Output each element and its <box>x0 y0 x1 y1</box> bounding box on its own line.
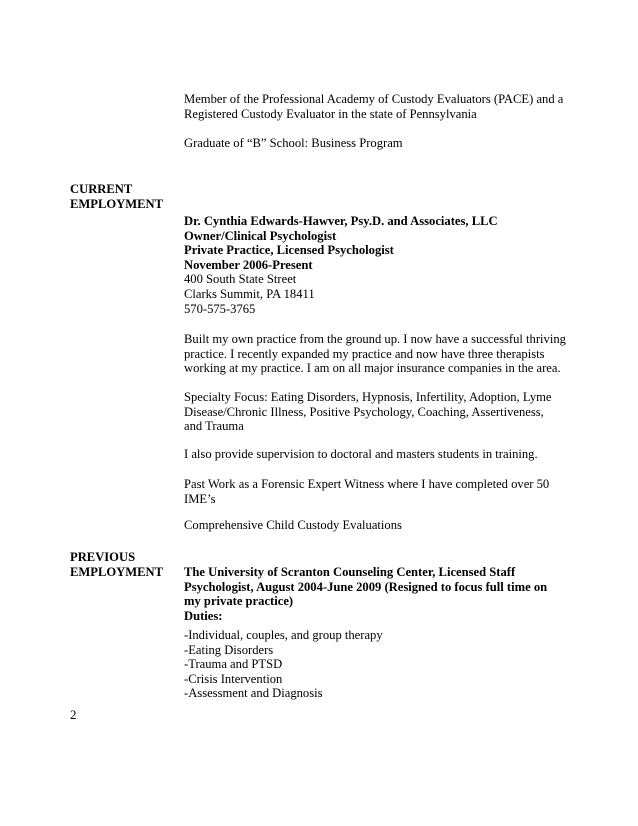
practice-paragraph <box>184 332 574 376</box>
graduate-note <box>184 136 574 151</box>
current-heading-line-1: CURRENT <box>70 182 133 196</box>
practice-line-2: practice. I recently expanded my practice and now have three therapists <box>184 346 545 361</box>
specialty-paragraph <box>184 390 574 434</box>
forensic-paragraph <box>184 477 574 506</box>
practice-line-1: Built my own practice from the ground up. I now have a successful thriving <box>184 332 566 346</box>
graduate-line: Graduate of “B” School: Business Program <box>184 136 403 150</box>
previous-title-line-1: The University of Scranton Counseling Center, Licensed Staff <box>184 565 516 579</box>
forensic-line-2: IME’s <box>184 491 216 506</box>
previous-heading-line-2: EMPLOYMENT <box>70 565 164 579</box>
custody-paragraph <box>184 518 574 533</box>
current-heading-line-2: EMPLOYMENT <box>70 197 164 211</box>
pace-membership <box>184 92 574 121</box>
previous-title-line-2: Psychologist, August 2004-June 2009 (Resigned to focus full time on <box>184 579 548 594</box>
current-employment-heading <box>70 182 163 212</box>
current-address-1: 400 South State Street <box>184 272 297 287</box>
forensic-line-1: Past Work as a Forensic Expert Witness where I have completed over 50 <box>184 477 550 491</box>
practice-line-3: working at my practice. I am on all major insurance companies in the area. <box>184 361 561 376</box>
page-number: 2 <box>70 707 77 722</box>
duties-list <box>184 628 574 701</box>
duty-item: -Crisis Intervention <box>184 671 283 686</box>
focus-line-3: and Trauma <box>184 419 244 434</box>
pace-line-2: Registered Custody Evaluator in the state of Pennsylvania <box>184 106 477 121</box>
pace-line-1: Member of the Professional Academy of Custody Evaluators (PACE) and a <box>184 92 564 106</box>
current-phone: 570-575-3765 <box>184 301 256 316</box>
duty-item: -Eating Disorders <box>184 642 274 657</box>
current-address-2: Clarks Summit, PA 18411 <box>184 286 315 301</box>
previous-employer-block <box>184 565 574 623</box>
supervision-paragraph <box>184 447 574 462</box>
current-employer-block <box>184 214 574 316</box>
supervision-line: I also provide supervision to doctoral and masters students in training. <box>184 447 538 461</box>
current-role-1: Owner/Clinical Psychologist <box>184 228 337 243</box>
current-org: Dr. Cynthia Edwards-Hawver, Psy.D. and Associates, LLC <box>184 214 498 228</box>
duty-item: -Trauma and PTSD <box>184 657 283 672</box>
previous-title-line-3: my private practice) <box>184 594 294 609</box>
duties-label: Duties: <box>184 608 223 623</box>
previous-employment-heading <box>70 550 163 580</box>
focus-line-2: Disease/Chronic Illness, Positive Psychology, Coaching, Assertiveness, <box>184 404 544 419</box>
current-role-2: Private Practice, Licensed Psychologist <box>184 243 394 258</box>
custody-line: Comprehensive Child Custody Evaluations <box>184 518 402 532</box>
duty-item: -Individual, couples, and group therapy <box>184 628 383 642</box>
duty-item: -Assessment and Diagnosis <box>184 686 323 701</box>
previous-heading-line-1: PREVIOUS <box>70 550 136 564</box>
current-dates: November 2006-Present <box>184 257 313 272</box>
focus-line-1: Specialty Focus: Eating Disorders, Hypnosis, Infertility, Adoption, Lyme <box>184 390 552 404</box>
